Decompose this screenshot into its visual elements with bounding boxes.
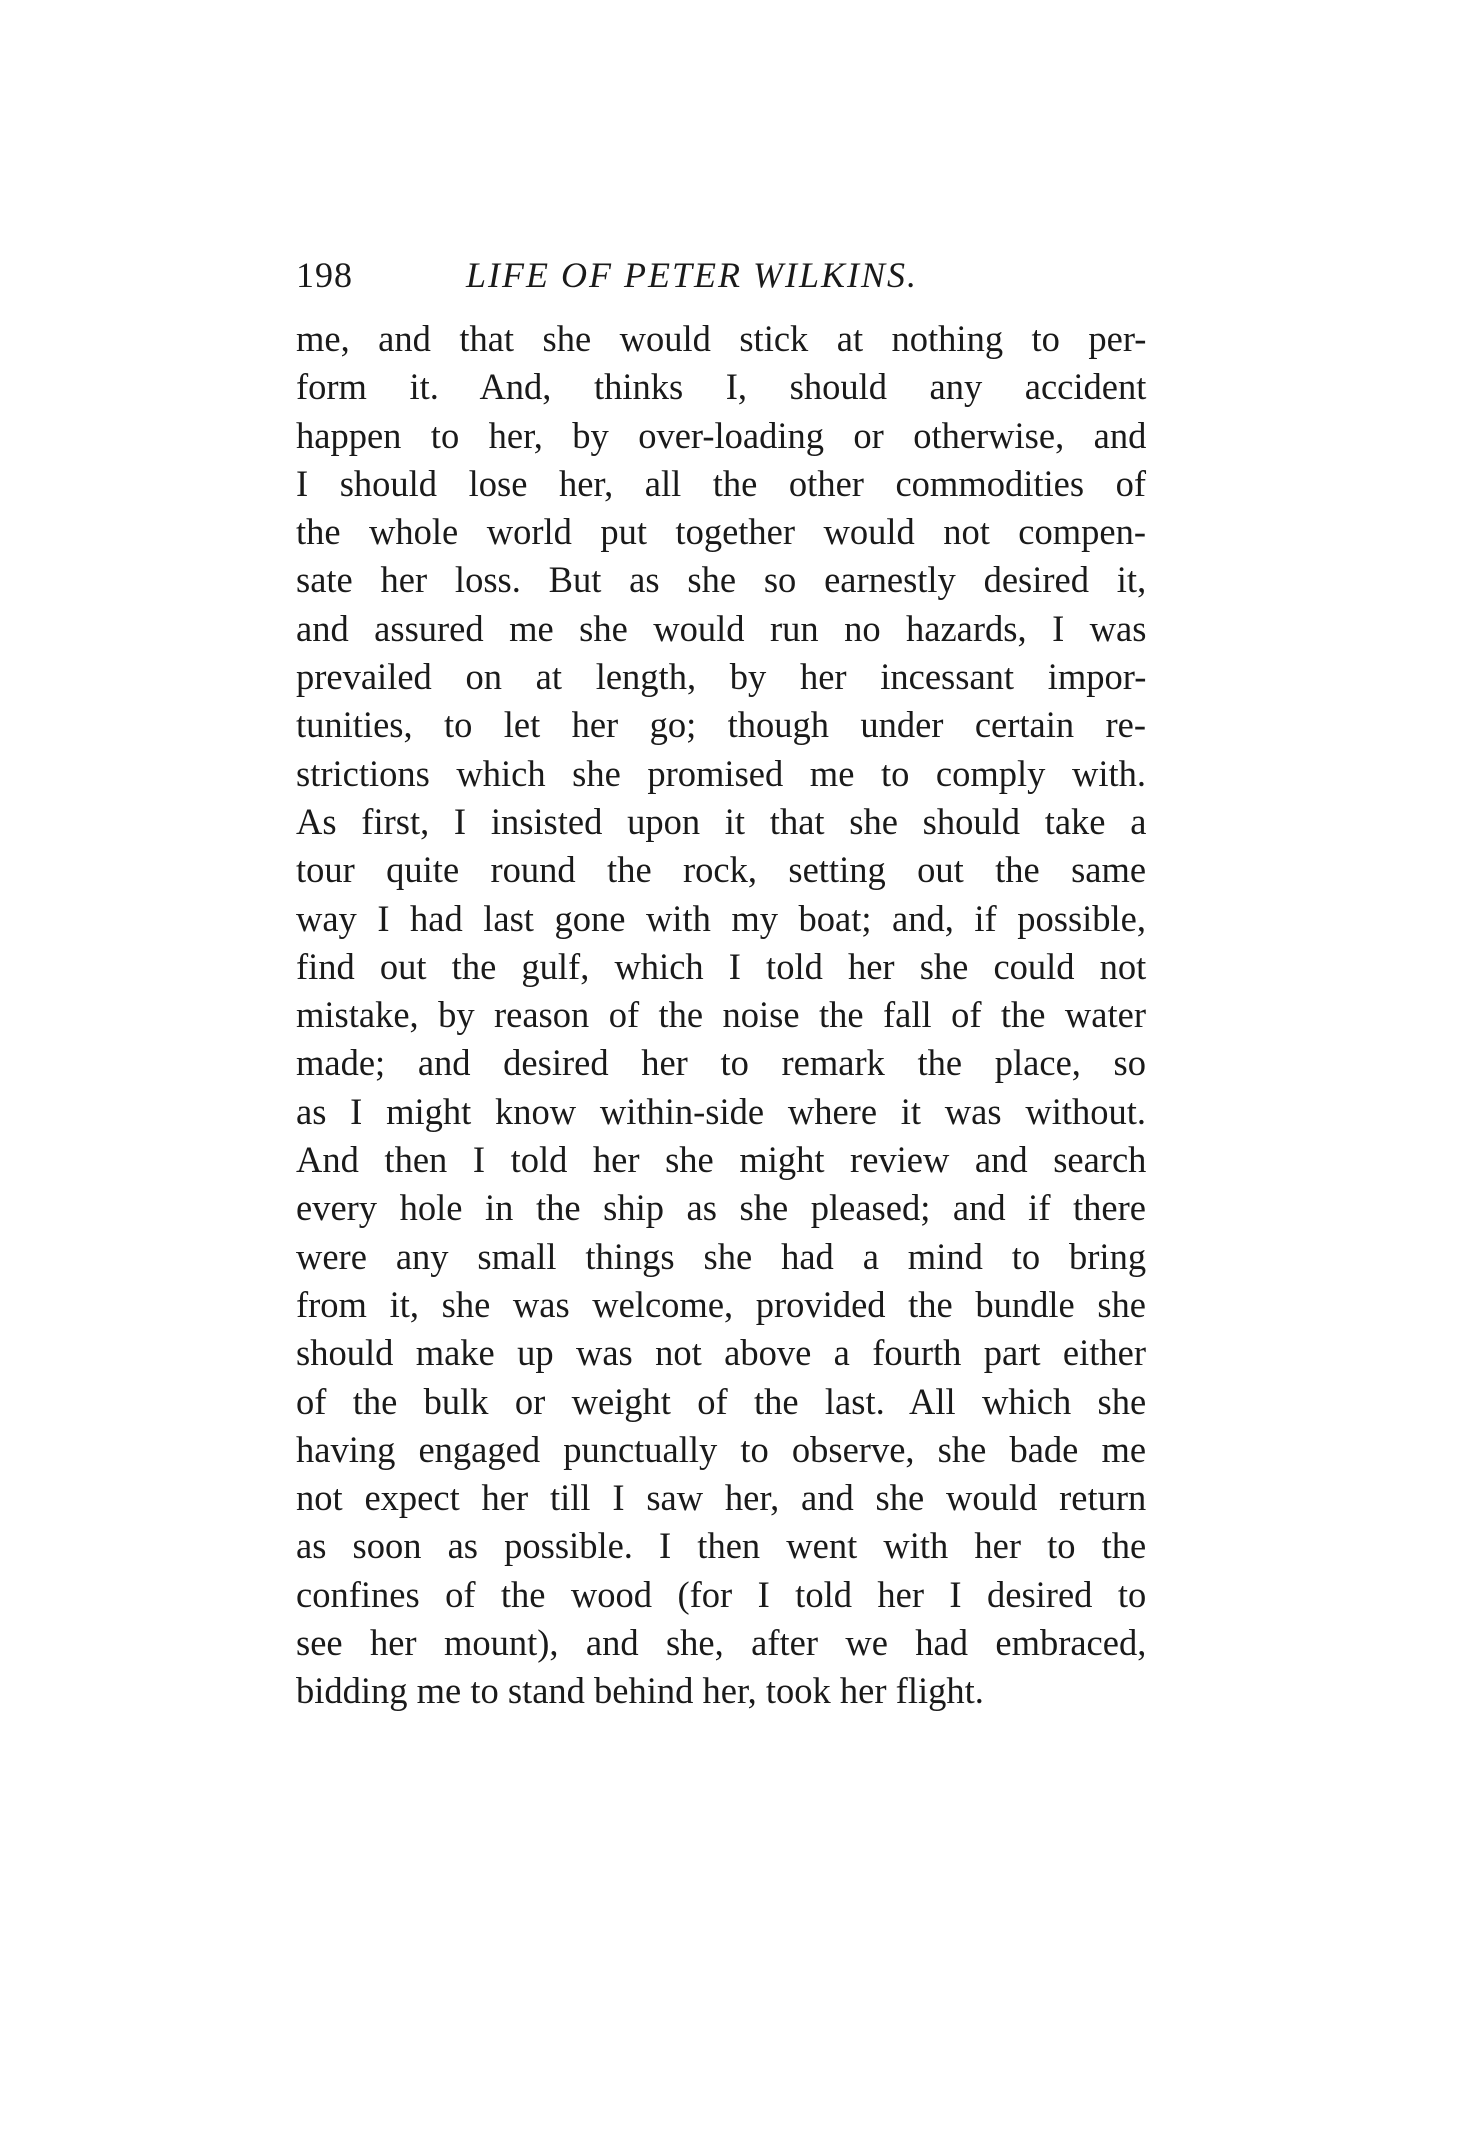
text-line: prevailed on at length, by her incessant impor- xyxy=(296,656,1147,698)
text-line: me, and that she would stick at nothing to per- xyxy=(296,318,1147,359)
text-line: happen to her, by over-loading or otherwise, and xyxy=(296,414,1147,456)
text-line: tour quite round the rock, setting out the same xyxy=(296,849,1147,891)
text-line: made; and desired her to remark the place, so xyxy=(296,1042,1146,1084)
text-line: having engaged punctually to observe, she bade me xyxy=(296,1428,1147,1470)
text-line: not expect her till I saw her, and she would return xyxy=(296,1477,1147,1519)
text-line: the whole world put together would not compen- xyxy=(296,511,1146,553)
text-line: confines of the wood (for I told her I desired to xyxy=(296,1573,1147,1615)
text-line: mistake, by reason of the noise the fall of the water xyxy=(296,994,1146,1036)
text-line: see her mount), and she, after we had embraced, xyxy=(296,1622,1147,1664)
text-line: form it. And, thinks I, should any accident xyxy=(296,366,1147,408)
page-number: 198 xyxy=(296,255,353,295)
text-line: strictions which she promised me to comply with. xyxy=(296,752,1146,794)
text-line: as soon as possible. I then went with her to the xyxy=(296,1525,1147,1567)
text-line: should make up was not above a fourth part either xyxy=(296,1332,1146,1374)
text-line: And then I told her she might review and search xyxy=(296,1139,1147,1181)
text-line: tunities, to let her go; though under certain re- xyxy=(296,704,1147,746)
text-line: of the bulk or weight of the last. All which she xyxy=(296,1380,1147,1422)
text-line: from it, she was welcome, provided the bundle she xyxy=(296,1283,1146,1325)
text-line: find out the gulf, which I told her she could not xyxy=(296,945,1147,987)
text-line: sate her loss. But as she so earnestly desired it, xyxy=(296,559,1147,601)
text-line: way I had last gone with my boat; and, if possible, xyxy=(296,897,1146,939)
text-line: were any small things she had a mind to bring xyxy=(296,1235,1147,1277)
page-header xyxy=(296,250,1146,300)
text-line: as I might know within-side where it was without. xyxy=(296,1090,1146,1132)
body-text xyxy=(296,315,1146,1716)
text-line: I should lose her, all the other commodities of xyxy=(296,462,1146,504)
text-line: every hole in the ship as she pleased; and if there xyxy=(296,1187,1146,1229)
text-line: and assured me she would run no hazards, I was xyxy=(296,607,1147,649)
text-line: bidding me to stand behind her, took her flight. xyxy=(296,1670,984,1712)
running-title: LIFE OF PETER WILKINS. xyxy=(466,255,918,295)
text-line: As first, I insisted upon it that she should take a xyxy=(296,800,1147,842)
